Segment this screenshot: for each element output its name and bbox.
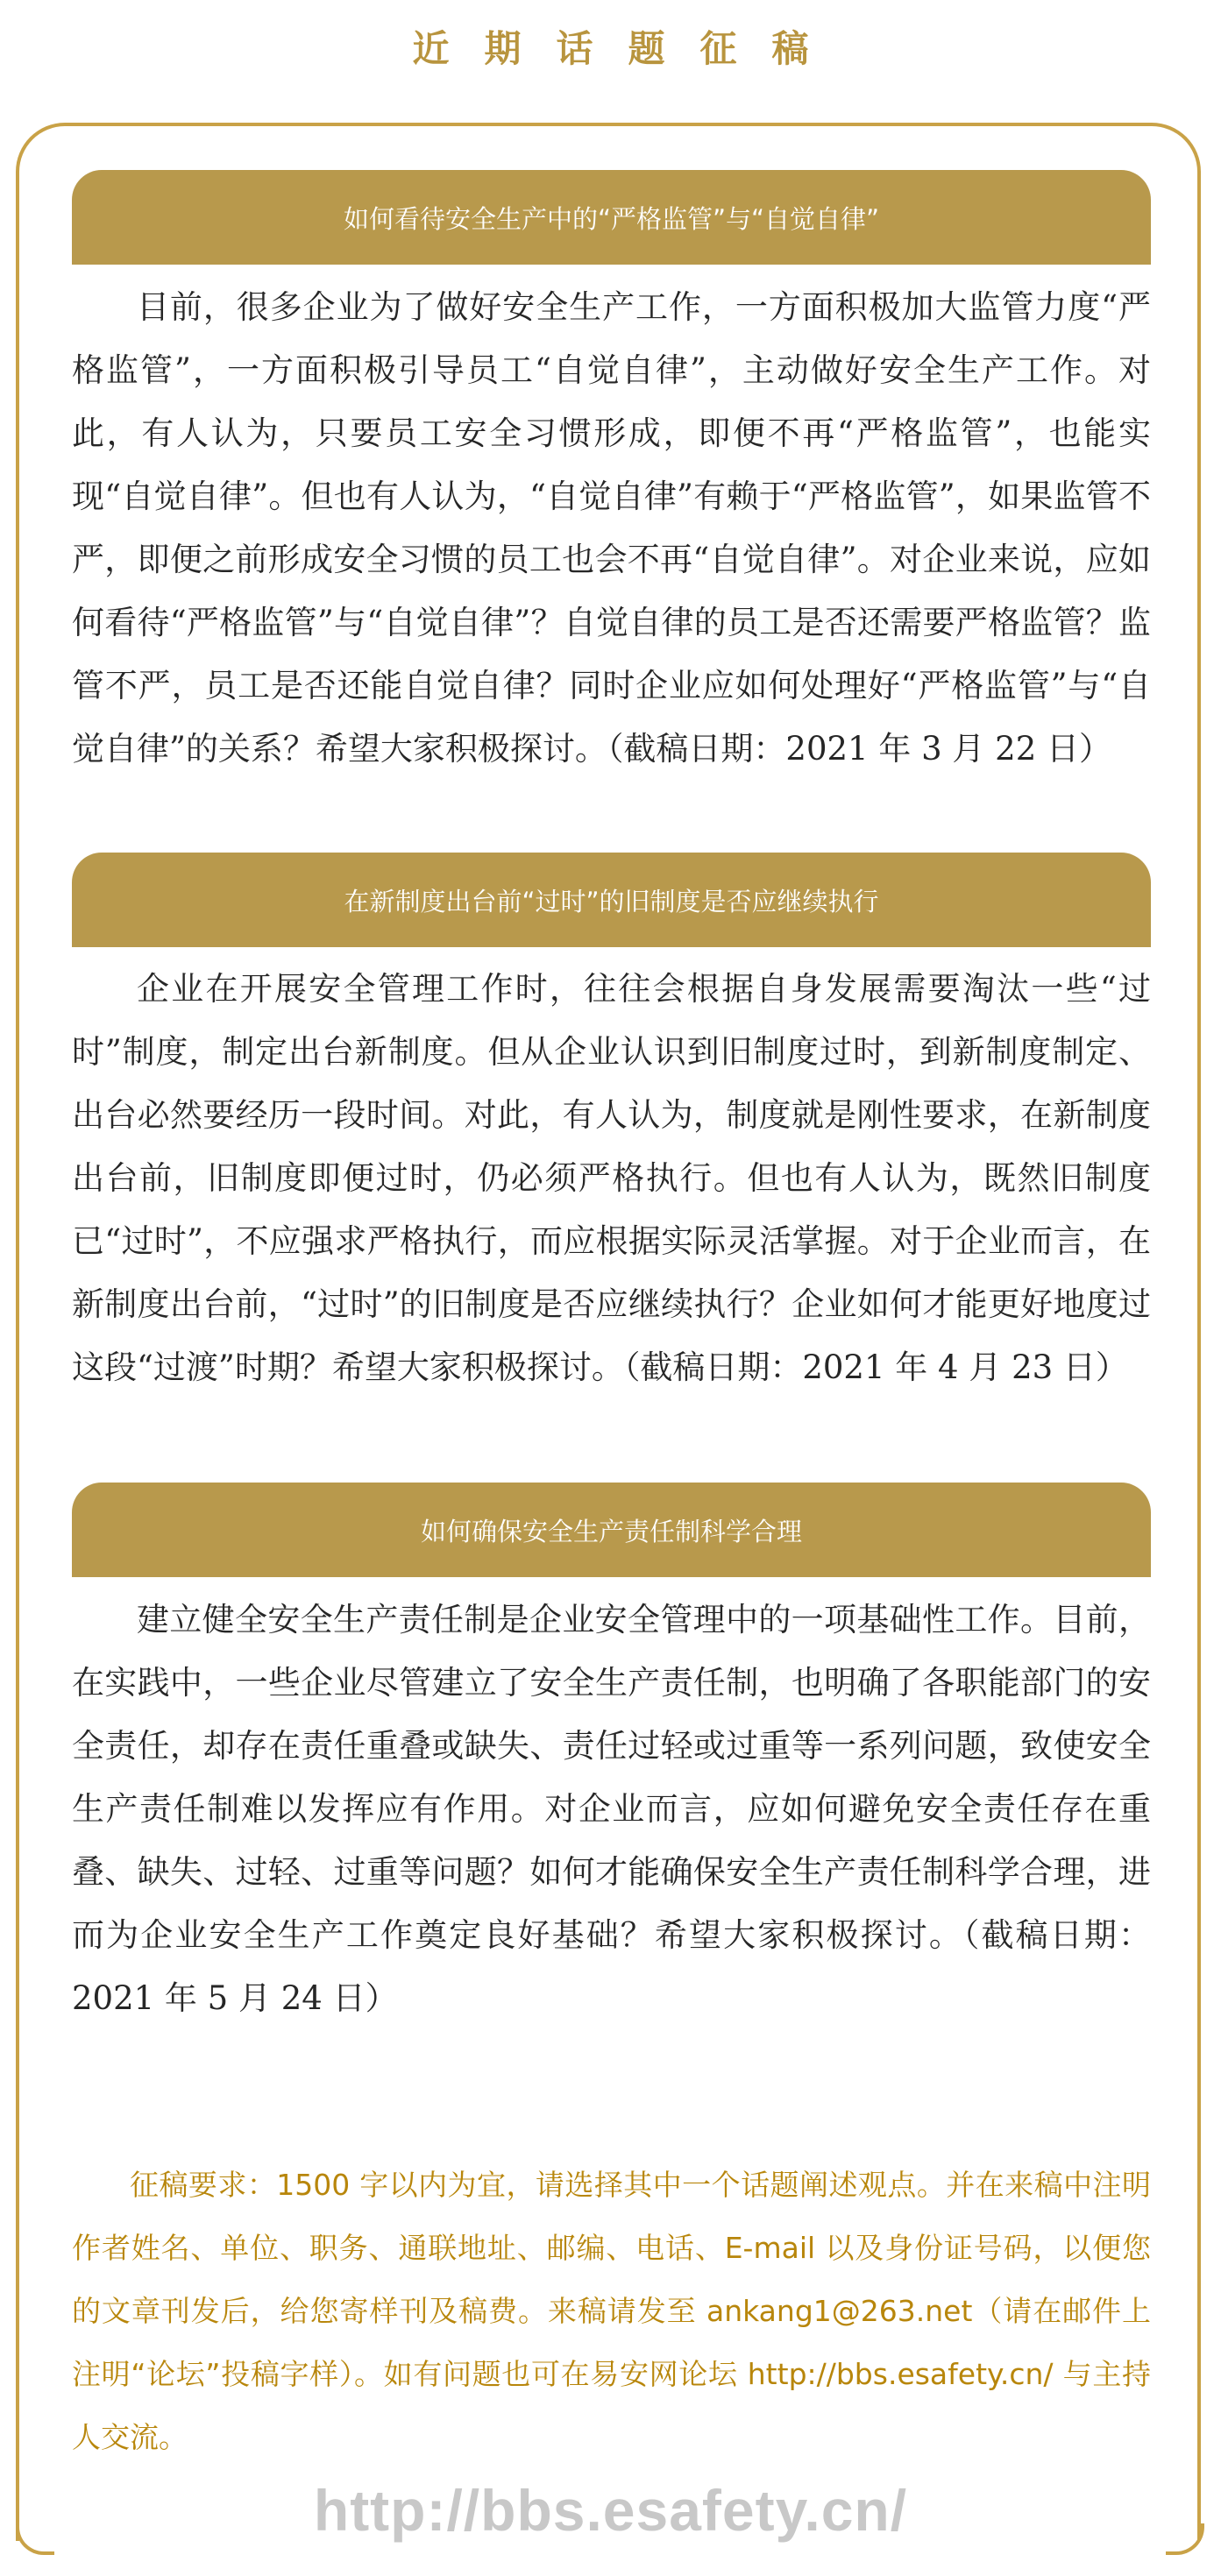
topic-2-header: 在新制度出台前“过时”的旧制度是否应继续执行 <box>72 853 1151 947</box>
footer-url-watermark: http://bbs.esafety.cn/ <box>313 2478 908 2543</box>
topic-1-header: 如何看待安全生产中的“严格监管”与“自觉自律” <box>72 170 1151 265</box>
topic-3-body: 建立健全安全生产责任制是企业安全管理中的一项基础性工作。目前，在实践中，一些企业尽管建立了安全生产责任制，也明确了各职能部门的安全责任，却存在责任重叠或缺失、责任过轻或过重等一系列问题，致使安全生产责任制难以发挥应有作用。对企业而言，应如何避免安全责任存在重叠、缺失、过轻、过重等问题？如何才能确保安全生产责任制科学合理，进而为企业安全生产工作奠定良好基础？希望大家积极探讨。（截稿日期：2021 年 5 月 24 日） <box>72 1601 1151 2017</box>
page-title: 近期话题征稿 <box>412 27 844 70</box>
topic-1-body: 目前，很多企业为了做好安全生产工作，一方面积极加大监管力度“严格监管”，一方面积极引导员工“自觉自律”，主动做好安全生产工作。对此，有人认为，只要员工安全习惯形成，即便不再“严格监管”，也能实现“自觉自律”。但也有人认为，“自觉自律”有赖于“严格监管”，如果监管不严，即便之前形成安全习惯的员工也会不再“自觉自律”。对企业来说，应如何看待“严格监管”与“自觉自律”？自觉自律的员工是否还需要严格监管？监管不严，员工是否还能自觉自律？同时企业应如何处理好“严格监管”与“自觉自律”的关系？希望大家积极探讨。（截稿日期：2021 年 3 月 22 日） <box>72 288 1151 768</box>
submission-requirements: 征稿要求：1500 字以内为宜，请选择其中一个话题阐述观点。并在来稿中注明作者姓名、单位、职务、通联地址、邮编、电话、E-mail 以及身份证号码，以便您的文章刊发后，给您寄样刊及稿费。来稿请发至 ankang1@263.net（请在邮件上注明“论坛”投稿字样）。如有问题也可在易安网论坛 http://bbs.esafety.cn/ 与主持人交流。 <box>72 2168 1151 2454</box>
topic-2-body: 企业在开展安全管理工作时，往往会根据自身发展需要淘汰一些“过时”制度，制定出台新制度。但从企业认识到旧制度过时，到新制度制定、出台必然要经历一段时间。对此，有人认为，制度就是刚性要求，在新制度出台前，旧制度即便过时，仍必须严格执行。但也有人认为，既然旧制度已“过时”，不应强求严格执行，而应根据实际灵活掌握。对于企业而言，在新制度出台前，“过时”的旧制度是否应继续执行？企业如何才能更好地度过这段“过渡”时期？希望大家积极探讨。（截稿日期：2021 年 4 月 23 日） <box>72 970 1151 1386</box>
topic-3-header: 如何确保安全生产责任制科学合理 <box>72 1483 1151 1577</box>
